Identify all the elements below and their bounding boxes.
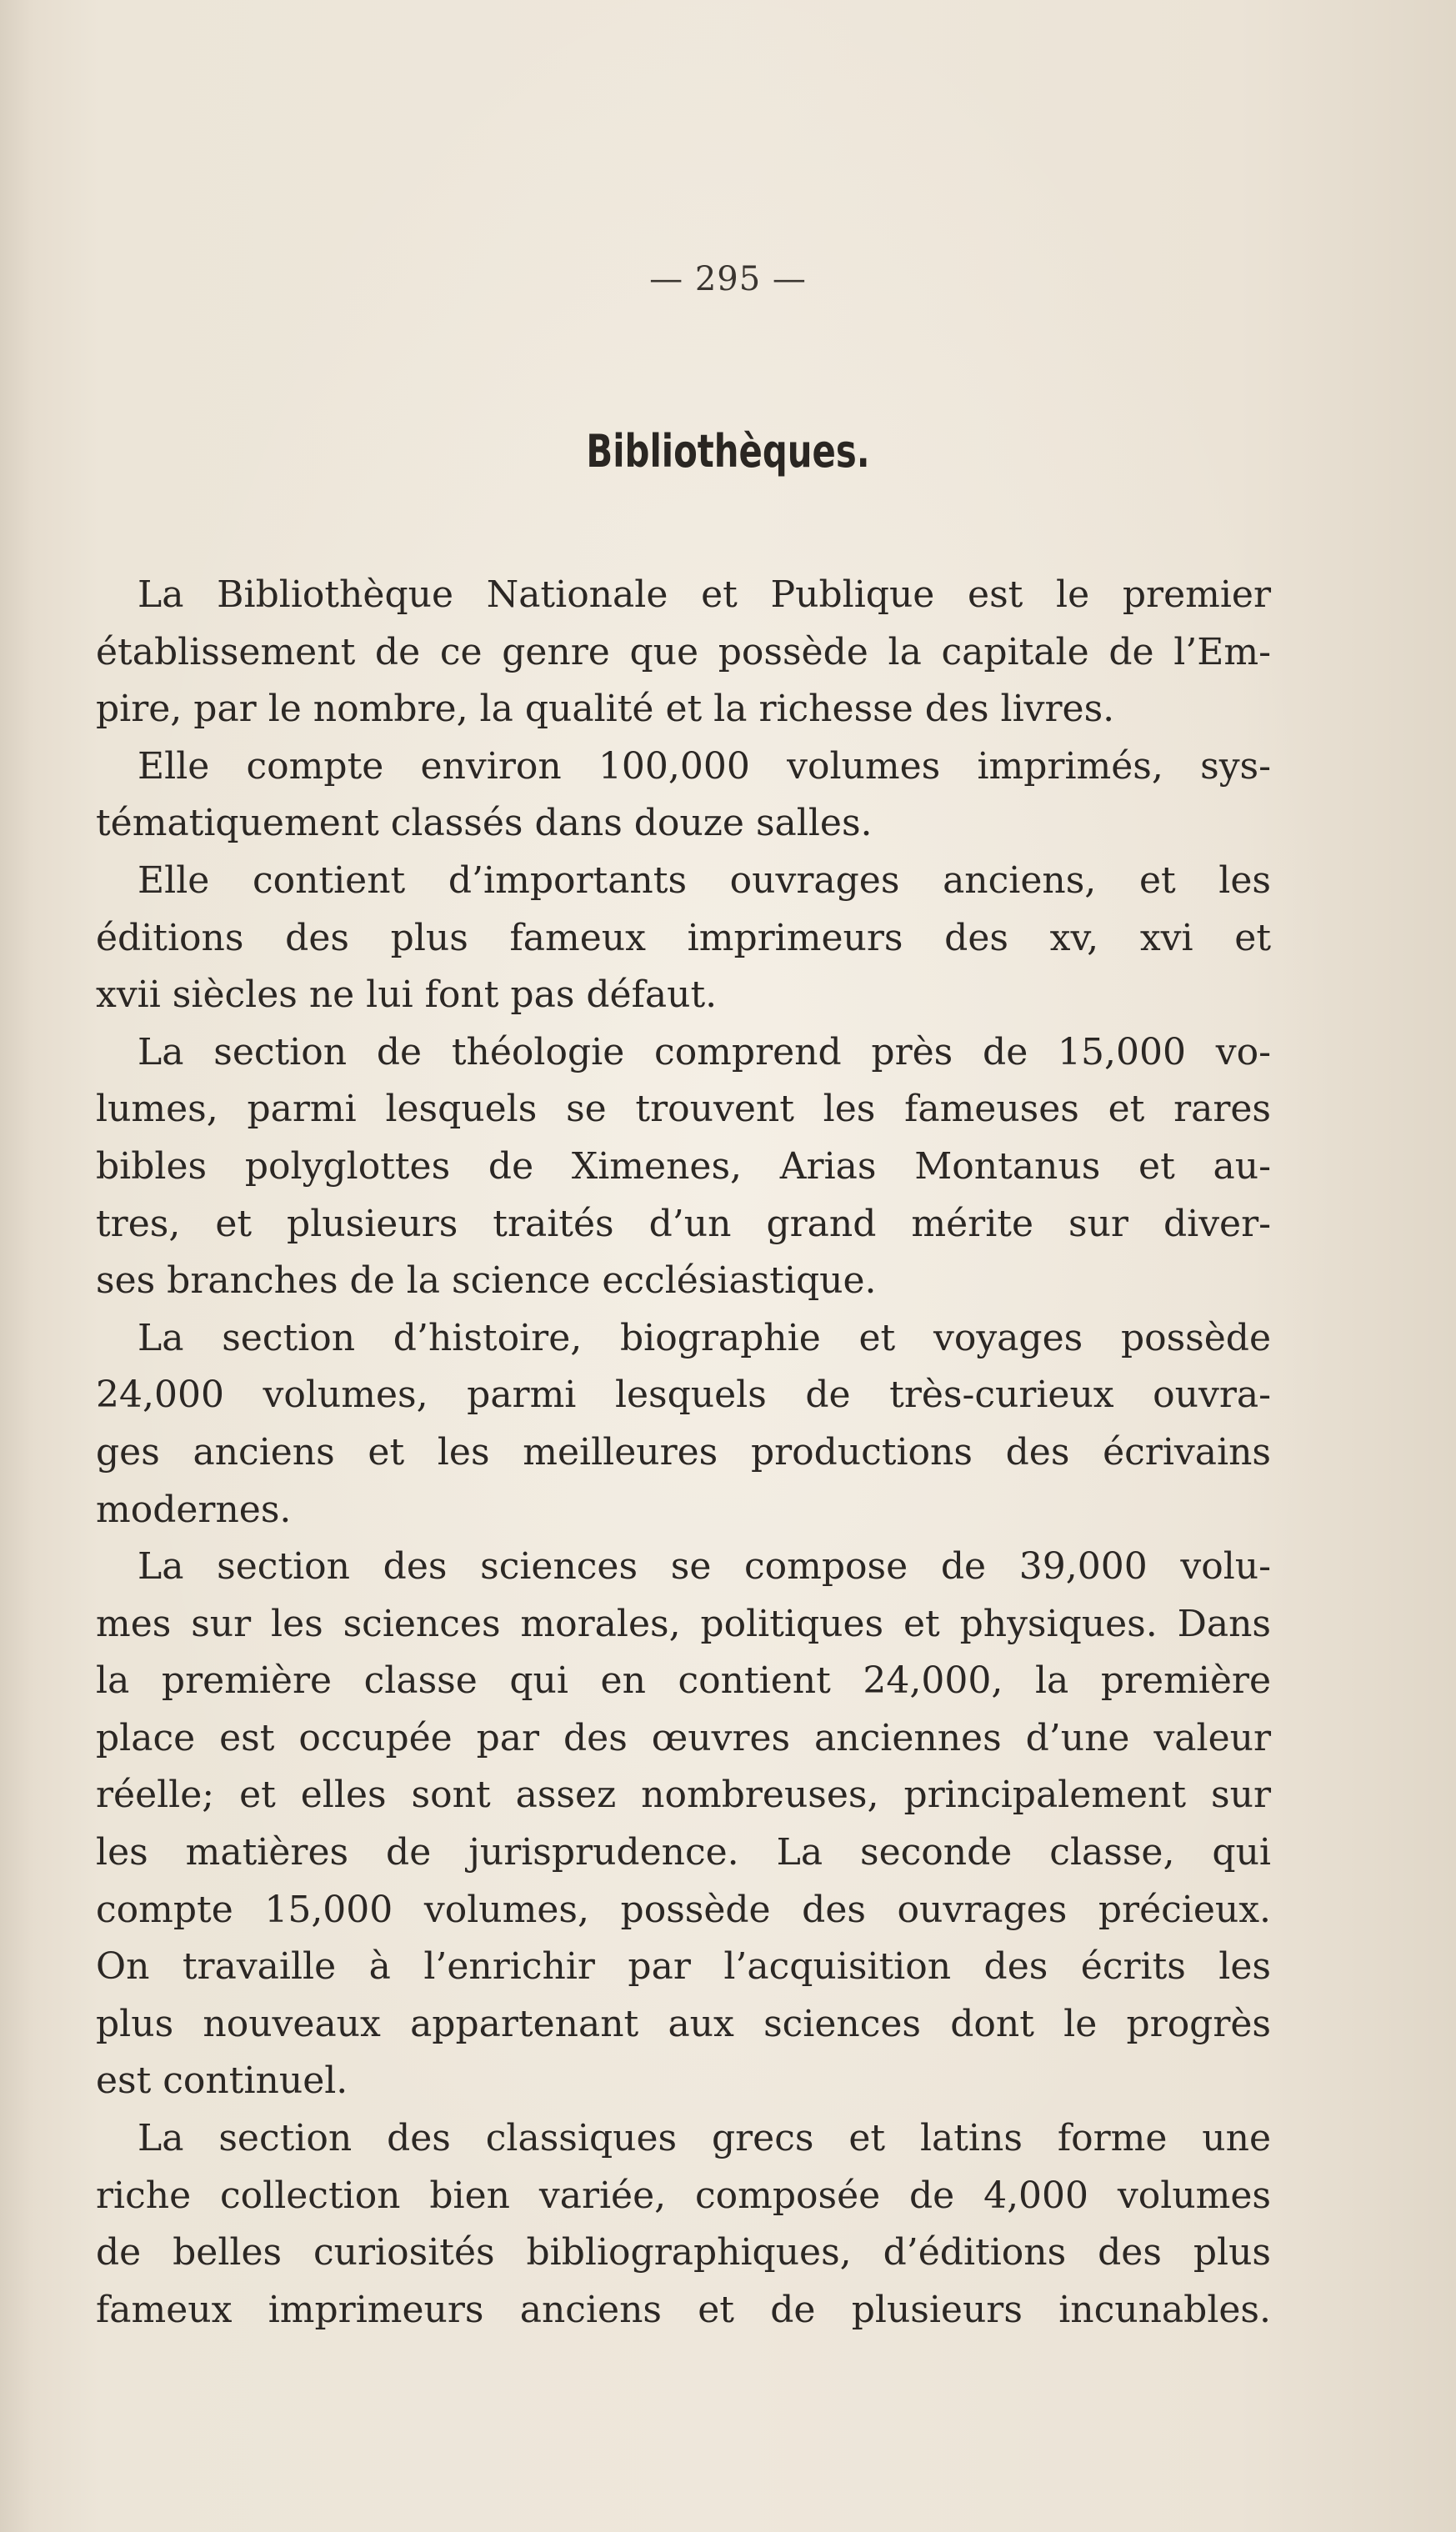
paragraph: [96, 1024, 1271, 1310]
page-number: — 295 —: [649, 260, 807, 298]
text-line: réelle; et elles sont assez nombreuses, principalement sur: [96, 1774, 1271, 1817]
text-line: La Bibliothèque Nationale et Publique est le premier: [138, 573, 1271, 616]
paragraph: [96, 567, 1271, 738]
text-line: riche collection bien variée, composée de 4,000 volumes: [96, 2174, 1271, 2217]
text-line: Elle compte environ 100,000 volumes imprimés, sys-: [138, 744, 1271, 788]
text-line: lumes, parmi lesquels se trouvent les fameuses et rares: [96, 1088, 1271, 1131]
text-line: 24,000 volumes, parmi lesquels de très-curieux ouvra-: [96, 1374, 1271, 1417]
text-line: La section des sciences se compose de 39,000 volu-: [138, 1545, 1271, 1589]
body-text: [96, 567, 1271, 2339]
text-line: ges anciens et les meilleures productions des écrivains: [96, 1430, 1271, 1474]
text-line: la première classe qui en contient 24,000, la première: [96, 1659, 1271, 1703]
text-line: La section d’histoire, biographie et voyages possède: [138, 1316, 1271, 1359]
text-line: bibles polyglottes de Ximenes, Arias Montanus et au-: [96, 1144, 1271, 1188]
text-line: On travaille à l’enrichir par l’acquisition des écrits les: [96, 1945, 1271, 1989]
text-line: les matières de jurisprudence. La seconde classe, qui: [96, 1831, 1271, 1874]
text-line: La section des classiques grecs et latins forme une: [138, 2117, 1271, 2160]
text-line: La section de théologie comprend près de 15,000 vo-: [138, 1030, 1271, 1073]
text-line: xvii siècles ne lui font pas défaut.: [96, 973, 718, 1017]
text-line: fameux imprimeurs anciens et de plusieurs incunables.: [96, 2288, 1271, 2331]
text-line: mes sur les sciences morales, politiques et physiques. Dans: [96, 1602, 1271, 1645]
text-line: compte 15,000 volumes, possède des ouvrages précieux.: [96, 1888, 1271, 1931]
text-line: pire, par le nombre, la qualité et la richesse des livres.: [96, 688, 1115, 731]
paragraph: [96, 853, 1271, 1024]
page-title: Bibliothèques.: [586, 425, 870, 478]
text-line: place est occupée par des œuvres anciennes d’une valeur: [96, 1716, 1271, 1759]
paragraph: [96, 1310, 1271, 1539]
paragraph: [96, 2110, 1271, 2339]
text-line: est continuel.: [96, 2059, 348, 2103]
text-line: modernes.: [96, 1488, 292, 1531]
text-line: éditions des plus fameux imprimeurs des xv, xvi et: [96, 916, 1271, 959]
text-line: tres, et plusieurs traités d’un grand mérite sur diver-: [96, 1202, 1271, 1245]
text-line: tématiquement classés dans douze salles.: [96, 802, 873, 845]
paragraph: [96, 1539, 1271, 2110]
text-line: de belles curiosités bibliographiques, d’éditions des plus: [96, 2231, 1271, 2274]
text-line: plus nouveaux appartenant aux sciences dont le progrès: [96, 2002, 1271, 2045]
text-line: Elle contient d’importants ouvrages anciens, et les: [138, 858, 1271, 902]
text-line: établissement de ce genre que possède la capitale de l’Em-: [96, 630, 1271, 673]
text-line: ses branches de la science ecclésiastique.: [96, 1259, 877, 1303]
paragraph: [96, 738, 1271, 853]
